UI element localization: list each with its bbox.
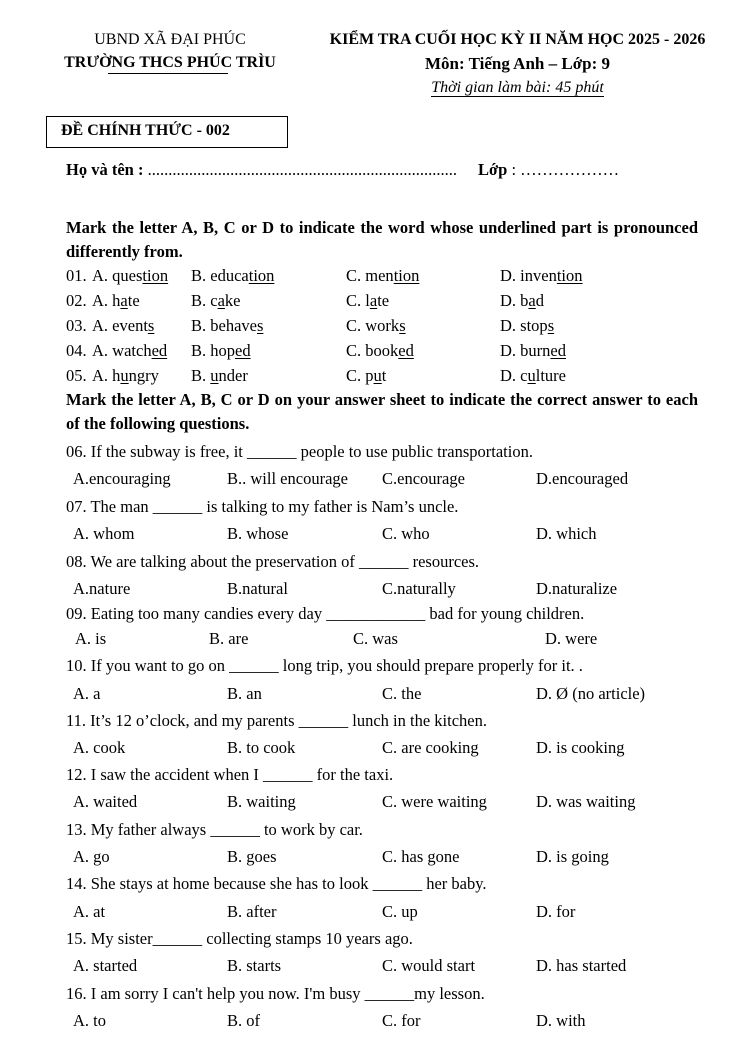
answer-option — [191, 291, 241, 311]
answer-option: D. were — [545, 629, 598, 648]
answer-option: B. waiting — [227, 792, 296, 811]
option-letter: B. — [191, 291, 211, 310]
question-number: 05. — [66, 366, 87, 385]
answer-option — [92, 266, 168, 286]
instruction-mcq: Mark the letter A, B, C or D on your answer sheet to indicate the correct answer to each of the following questions. — [66, 390, 698, 433]
word-part: ke — [224, 291, 241, 310]
option-letter: C. — [346, 341, 366, 360]
student-class-label: Lớp — [478, 160, 508, 179]
underlined-part: u — [120, 366, 129, 385]
answer-option: D. Ø (no article) — [536, 684, 646, 703]
underlined-part: tion — [248, 266, 275, 285]
answer-option: C.naturally — [382, 579, 456, 598]
school-header — [40, 28, 300, 74]
option-letter: D. — [500, 316, 521, 335]
word-part: nder — [218, 366, 248, 385]
word-part: te — [127, 291, 140, 310]
word-part: stop — [520, 316, 548, 335]
exam-header — [300, 28, 735, 100]
student-class-blank: : ……………… — [511, 160, 620, 179]
question-stem: 09. Eating too many candies every day ____________ bad for young children. — [66, 604, 585, 623]
word-part: watch — [112, 341, 152, 360]
answer-option — [346, 341, 414, 361]
word-part: burn — [520, 341, 551, 360]
answer-option: D. is going — [536, 847, 609, 866]
answer-option — [191, 341, 251, 361]
underlined-part: u — [527, 366, 536, 385]
answer-option — [191, 316, 263, 336]
answer-option: B.. will encourage — [227, 469, 348, 488]
answer-option: D. was waiting — [536, 792, 636, 811]
word-part: book — [365, 341, 399, 360]
answer-option: D.naturalize — [536, 579, 618, 598]
option-letter: A. — [92, 341, 113, 360]
answer-option: B. goes — [227, 847, 277, 866]
answer-option: A. to — [73, 1011, 106, 1030]
answer-option: C. for — [382, 1011, 421, 1030]
word-part: b — [520, 291, 529, 310]
answer-option: B. an — [227, 684, 262, 703]
answer-option — [500, 341, 566, 361]
school-name: TRƯỜNG THCS PHÚC TRÌU — [64, 54, 276, 71]
exam-code-box: ĐỀ CHÍNH THỨC - 002 — [46, 116, 288, 148]
answer-option — [500, 291, 544, 311]
underlined-part: u — [373, 366, 382, 385]
option-letter: B. — [191, 366, 211, 385]
answer-option: A. started — [73, 956, 138, 975]
word-part: d — [535, 291, 544, 310]
word-part: educa — [210, 266, 249, 285]
answer-option: B. starts — [227, 956, 282, 975]
answer-option: C. the — [382, 684, 422, 703]
answer-option — [346, 316, 406, 336]
word-part: h — [112, 366, 121, 385]
answer-option: A. is — [75, 629, 107, 648]
underlined-part: s — [399, 316, 406, 335]
option-letter: D. — [500, 341, 521, 360]
answer-option: C. up — [382, 902, 418, 921]
underlined-part: a — [369, 291, 378, 310]
word-part: men — [365, 266, 394, 285]
question-stem: 13. My father always ______ to work by car. — [66, 820, 363, 839]
answer-option — [92, 316, 154, 336]
underlined-part: a — [528, 291, 536, 310]
word-part: work — [365, 316, 400, 335]
word-part: behave — [210, 316, 257, 335]
underlined-part: ed — [398, 341, 414, 360]
word-part: event — [112, 316, 148, 335]
answer-option: B. after — [227, 902, 277, 921]
question-stem: 16. I am sorry I can't help you now. I'm busy ______my lesson. — [66, 984, 485, 1003]
option-letter: C. — [346, 316, 366, 335]
underlined-part: ed — [550, 341, 566, 360]
option-letter: A. — [92, 316, 113, 335]
answer-option: B.natural — [227, 579, 288, 598]
word-part: ngry — [128, 366, 159, 385]
question-stem: 07. The man ______ is talking to my father is Nam’s uncle. — [66, 497, 459, 516]
answer-option — [191, 266, 274, 286]
underlined-part: tion — [556, 266, 583, 285]
answer-option: A. cook — [73, 738, 126, 757]
answer-option: B. whose — [227, 524, 289, 543]
question-stem: 12. I saw the accident when I ______ for the taxi. — [66, 765, 394, 784]
option-letter: B. — [191, 266, 211, 285]
answer-option — [92, 341, 167, 361]
answer-option: D.encouraged — [536, 469, 629, 488]
option-letter: A. — [92, 266, 113, 285]
answer-option — [500, 366, 566, 386]
option-letter: A. — [92, 291, 113, 310]
exam-subject: Môn: Tiếng Anh – Lớp: 9 — [425, 54, 610, 73]
answer-option: A. a — [73, 684, 101, 703]
word-part: l — [365, 291, 370, 310]
answer-option: A. waited — [73, 792, 138, 811]
exam-title: KIỂM TRA CUỐI HỌC KỲ II NĂM HỌC 2025 - 2026 — [329, 31, 706, 48]
word-part: p — [365, 366, 374, 385]
answer-option: D. has started — [536, 956, 627, 975]
word-part: lture — [535, 366, 566, 385]
answer-option: C. would start — [382, 956, 476, 975]
underlined-part: s — [547, 316, 555, 335]
answer-option: C. were waiting — [382, 792, 487, 811]
answer-option: A.encouraging — [73, 469, 171, 488]
answer-option: A. go — [73, 847, 110, 866]
word-part: h — [112, 291, 121, 310]
student-class-line — [478, 160, 619, 180]
answer-option: B. of — [227, 1011, 260, 1030]
answer-option: C. are cooking — [382, 738, 479, 757]
authority-name: UBND XÃ ĐẠI PHÚC — [94, 31, 246, 48]
question-number: 04. — [66, 341, 87, 360]
question-number: 01. — [66, 266, 87, 285]
answer-option: D. is cooking — [536, 738, 625, 757]
word-part: c — [520, 366, 528, 385]
answer-option: A.nature — [73, 579, 131, 598]
question-stem: 14. She stays at home because she has to look ______ her baby. — [66, 874, 487, 893]
option-letter: C. — [346, 366, 366, 385]
word-part: c — [210, 291, 218, 310]
answer-option — [92, 291, 140, 311]
underlined-part: ed — [151, 341, 168, 360]
exam-duration: Thời gian làm bài: 45 phút — [431, 79, 604, 96]
word-part: inven — [520, 266, 557, 285]
answer-option: D. with — [536, 1011, 586, 1030]
student-name-blank: ........................................................................... — [147, 160, 457, 179]
option-letter: B. — [191, 341, 211, 360]
answer-option: A. whom — [73, 524, 135, 543]
answer-option — [500, 316, 554, 336]
question-stem: 10. If you want to go on ______ long trip, you should prepare properly for it. . — [66, 656, 583, 675]
instruction-pronunciation: Mark the letter A, B, C or D to indicate the word whose underlined part is pronounced differently from. — [66, 218, 698, 261]
answer-option — [500, 266, 583, 286]
answer-option: C. was — [353, 629, 398, 648]
answer-option: A. at — [73, 902, 106, 921]
answer-option: D. which — [536, 524, 597, 543]
answer-option: C. who — [382, 524, 430, 543]
underlined-part: tion — [142, 266, 169, 285]
underlined-part: tion — [393, 266, 420, 285]
answer-option — [346, 291, 389, 311]
word-part: t — [381, 366, 387, 385]
answer-option: C.encourage — [382, 469, 465, 488]
underlined-part: a — [217, 291, 225, 310]
option-letter: D. — [500, 266, 521, 285]
question-stem: 06. If the subway is free, it ______ people to use public transportation. — [66, 442, 533, 461]
underlined-part: s — [147, 316, 155, 335]
answer-option — [92, 366, 159, 386]
option-letter: D. — [500, 291, 521, 310]
underlined-part: u — [210, 366, 219, 385]
option-letter: D. — [500, 366, 521, 385]
question-number: 03. — [66, 316, 87, 335]
school-underline — [108, 73, 228, 74]
question-stem: 15. My sister______ collecting stamps 10 years ago. — [66, 929, 413, 948]
answer-option: C. has gone — [382, 847, 460, 866]
question-number: 02. — [66, 291, 87, 310]
underlined-part: a — [120, 291, 128, 310]
answer-option: B. to cook — [227, 738, 296, 757]
option-letter: B. — [191, 316, 211, 335]
answer-option — [346, 366, 386, 386]
word-part: hop — [210, 341, 236, 360]
underlined-part: s — [257, 316, 264, 335]
answer-option — [346, 266, 419, 286]
option-letter: C. — [346, 266, 366, 285]
question-stem: 08. We are talking about the preservation of ______ resources. — [66, 552, 480, 571]
answer-option: D. for — [536, 902, 576, 921]
student-name-line — [66, 160, 457, 180]
answer-option — [191, 366, 248, 386]
student-name-label: Họ và tên : — [66, 160, 144, 179]
answer-option: B. are — [209, 629, 249, 648]
word-part: te — [377, 291, 390, 310]
question-stem: 11. It’s 12 o’clock, and my parents ______ lunch in the kitchen. — [66, 711, 487, 730]
option-letter: A. — [92, 366, 113, 385]
word-part: ques — [112, 266, 143, 285]
underlined-part: ed — [235, 341, 251, 360]
option-letter: C. — [346, 291, 366, 310]
